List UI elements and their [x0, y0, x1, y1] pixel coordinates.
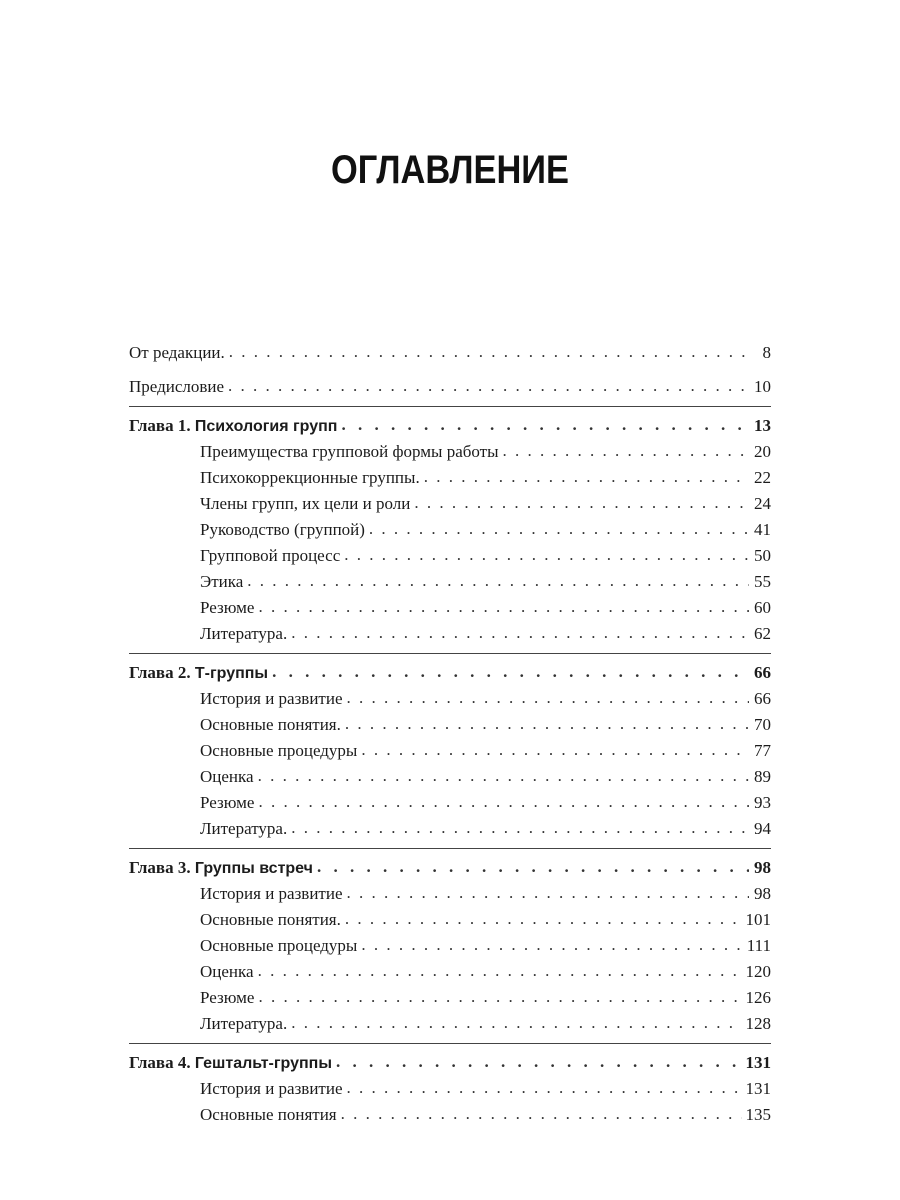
- toc-section[interactable]: [129, 569, 771, 595]
- divider: [129, 1043, 771, 1044]
- table-of-contents: [129, 340, 771, 1128]
- toc-section-page: 20: [754, 442, 771, 461]
- toc-section-label: Групповой процесс: [200, 546, 341, 565]
- toc-section-label: Основные процедуры: [200, 741, 358, 760]
- chapter-page: 13: [754, 416, 771, 435]
- toc-section[interactable]: [129, 686, 771, 712]
- chapter-number: Глава 4.: [129, 1053, 191, 1072]
- toc-section[interactable]: [129, 1076, 771, 1102]
- chapter-page: 98: [754, 858, 771, 877]
- toc-section-label: Литература.: [200, 1014, 288, 1033]
- toc-entry-editorial[interactable]: [129, 340, 771, 366]
- dot-leader: [291, 1010, 741, 1036]
- toc-section-page: 98: [754, 884, 771, 903]
- toc-section-page: 24: [754, 494, 771, 513]
- toc-section[interactable]: [129, 738, 771, 764]
- dot-leader: [247, 568, 749, 594]
- toc-entry-label: От редакции.: [129, 343, 225, 362]
- dot-leader: [228, 373, 749, 399]
- toc-section[interactable]: [129, 985, 771, 1011]
- dot-leader: [272, 659, 749, 685]
- toc-section-page: 131: [745, 1079, 771, 1098]
- toc-section-page: 50: [754, 546, 771, 565]
- dot-leader: [258, 958, 742, 984]
- chapter-title: Гештальт-группы: [194, 1055, 332, 1072]
- toc-section-page: 60: [754, 598, 771, 617]
- toc-section[interactable]: [129, 764, 771, 790]
- toc-section-label: Основные понятия: [200, 1105, 337, 1124]
- toc-section-page: 101: [745, 910, 771, 929]
- toc-section-label: Основные процедуры: [200, 936, 358, 955]
- chapter-page: 131: [745, 1053, 771, 1072]
- dot-leader: [341, 1101, 742, 1127]
- toc-section-label: История и развитие: [200, 1079, 343, 1098]
- dot-leader: [291, 620, 749, 646]
- toc-section[interactable]: [129, 517, 771, 543]
- chapter-page: 66: [754, 663, 771, 682]
- toc-section[interactable]: [129, 933, 771, 959]
- toc-chapter-2[interactable]: [129, 660, 771, 686]
- toc-section-label: Оценка: [200, 767, 254, 786]
- toc-section[interactable]: [129, 595, 771, 621]
- dot-leader: [229, 339, 749, 365]
- toc-section[interactable]: [129, 439, 771, 465]
- dot-leader: [344, 542, 749, 568]
- toc-section-page: 120: [745, 962, 771, 981]
- toc-section[interactable]: [129, 881, 771, 907]
- toc-section-page: 128: [745, 1014, 771, 1033]
- toc-section-label: История и развитие: [200, 884, 343, 903]
- dot-leader: [347, 685, 750, 711]
- toc-section-page: 41: [754, 520, 771, 539]
- page-title: ОГЛАВЛЕНИЕ: [331, 148, 569, 192]
- toc-section-page: 94: [754, 819, 771, 838]
- divider: [129, 653, 771, 654]
- toc-entry-label: Предисловие: [129, 377, 225, 396]
- dot-leader: [369, 516, 749, 542]
- toc-section[interactable]: [129, 790, 771, 816]
- toc-section-page: 66: [754, 689, 771, 708]
- dot-leader: [347, 880, 750, 906]
- dot-leader: [291, 815, 749, 841]
- chapter-title: Т-группы: [194, 665, 269, 682]
- toc-section-label: Психокоррекционные группы.: [200, 468, 420, 487]
- dot-leader: [258, 789, 749, 815]
- toc-section-label: Руководство (группой): [200, 520, 365, 539]
- dot-leader: [341, 412, 749, 438]
- toc-section-label: Резюме: [200, 988, 255, 1007]
- toc-section[interactable]: [129, 959, 771, 985]
- toc-section-label: Преимущества групповой формы работы: [200, 442, 499, 461]
- toc-section[interactable]: [129, 907, 771, 933]
- dot-leader: [345, 711, 749, 737]
- divider: [129, 406, 771, 407]
- toc-section-label: Оценка: [200, 962, 254, 981]
- toc-section[interactable]: [129, 816, 771, 842]
- toc-entry-page: 8: [762, 343, 771, 362]
- toc-section-page: 93: [754, 793, 771, 812]
- toc-section-page: 22: [754, 468, 771, 487]
- toc-chapter-3[interactable]: [129, 855, 771, 881]
- toc-section[interactable]: [129, 1011, 771, 1037]
- dot-leader: [503, 438, 749, 464]
- toc-section-label: Литература.: [200, 819, 288, 838]
- toc-section-page: 111: [746, 936, 771, 955]
- toc-section-page: 77: [754, 741, 771, 760]
- dot-leader: [414, 490, 749, 516]
- dot-leader: [361, 932, 742, 958]
- chapter-number: Глава 1.: [129, 416, 191, 435]
- toc-section[interactable]: [129, 465, 771, 491]
- toc-section[interactable]: [129, 543, 771, 569]
- dot-leader: [347, 1075, 742, 1101]
- toc-section-label: Основные понятия.: [200, 715, 341, 734]
- toc-section[interactable]: [129, 712, 771, 738]
- chapter-number: Глава 2.: [129, 663, 191, 682]
- toc-section-page: 126: [745, 988, 771, 1007]
- toc-section-label: Основные понятия.: [200, 910, 341, 929]
- chapter-title: Психология групп: [194, 418, 338, 435]
- chapter-number: Глава 3.: [129, 858, 191, 877]
- dot-leader: [258, 984, 741, 1010]
- toc-section-page: 55: [754, 572, 771, 591]
- dot-leader: [345, 906, 742, 932]
- toc-chapter-4[interactable]: [129, 1050, 771, 1076]
- toc-entry-page: 10: [754, 377, 771, 396]
- dot-leader: [258, 763, 749, 789]
- toc-section-page: 62: [754, 624, 771, 643]
- dot-leader: [336, 1049, 742, 1075]
- toc-section-page: 70: [754, 715, 771, 734]
- toc-section[interactable]: [129, 621, 771, 647]
- toc-section-label: Резюме: [200, 793, 255, 812]
- dot-leader: [361, 737, 749, 763]
- toc-section-label: Литература.: [200, 624, 288, 643]
- dot-leader: [317, 854, 749, 880]
- divider: [129, 848, 771, 849]
- chapter-title: Группы встреч: [194, 860, 313, 877]
- toc-section-label: Члены групп, их цели и роли: [200, 494, 411, 513]
- toc-section-label: Этика: [200, 572, 244, 591]
- toc-section[interactable]: [129, 491, 771, 517]
- toc-section-page: 135: [745, 1105, 771, 1124]
- toc-section[interactable]: [129, 1102, 771, 1128]
- toc-section-label: Резюме: [200, 598, 255, 617]
- toc-section-label: История и развитие: [200, 689, 343, 708]
- toc-chapter-1[interactable]: [129, 413, 771, 439]
- toc-section-page: 89: [754, 767, 771, 786]
- dot-leader: [424, 464, 749, 490]
- toc-entry-preface[interactable]: [129, 374, 771, 400]
- dot-leader: [258, 594, 749, 620]
